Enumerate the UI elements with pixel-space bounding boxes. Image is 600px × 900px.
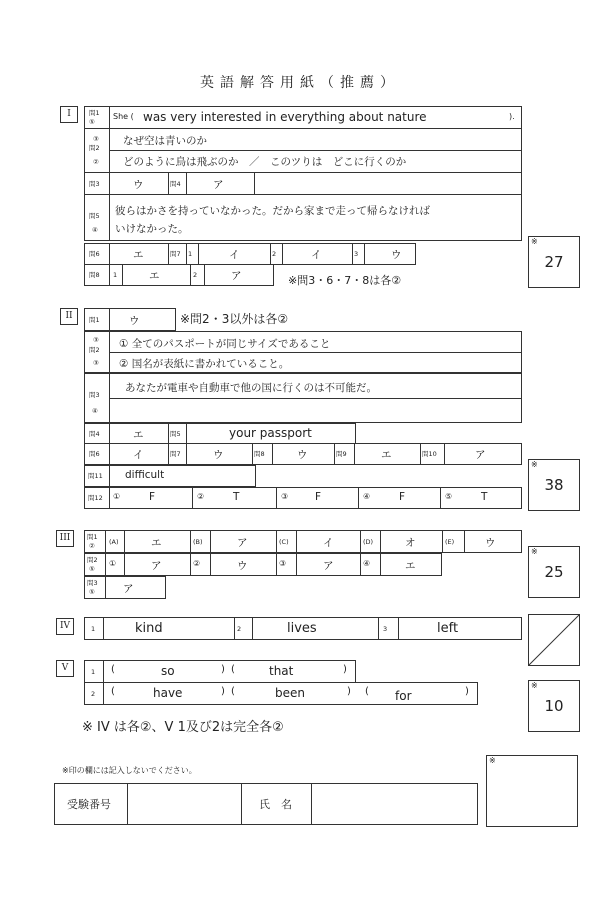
footer-id-table [54,783,478,825]
s1-q1-prefix: She ( [113,112,134,121]
s3-q2-key-4: ④ [363,559,371,568]
s2-q2-answer-2[interactable]: ② 国名が表紙に書かれていること。 [119,358,290,370]
s3-q2-key-1: ① [109,559,117,568]
s2-q12-num-1: ① [113,492,121,501]
s5-q1-num: 1 [91,668,96,676]
s3-q1-key-e: (E) [445,538,455,546]
s2-q2-answer-1[interactable]: ① 全てのパスポートが同じサイズであること [119,338,331,350]
s1-q4-label: 問4 [170,180,181,188]
section-5-label: V [56,660,74,677]
footer-instruction: ※印の欄には記入しないでください。 [62,766,197,775]
s2-q6-answer[interactable]: イ [133,449,144,461]
s5-score: 10 [544,697,564,715]
s5-q2-answer-3[interactable]: for [395,689,412,703]
s4-num-1: 1 [91,625,96,633]
s3-q1-key-a: (A) [109,538,119,546]
s5-q1-answer-1[interactable]: so [161,664,175,678]
s5-q2-answer-2[interactable]: been [275,686,305,700]
s2-q7-answer[interactable]: ウ [213,449,224,461]
s2-q1-answer[interactable]: ウ [129,315,140,327]
s1-q3-answer[interactable]: ウ [133,179,144,191]
s2-q2-points-1: ③ [93,336,99,344]
s1-q3-row [84,172,522,195]
s1-q1-points: ⑤ [89,118,95,126]
s3-q2-answer-4[interactable]: エ [405,560,416,572]
s3-q1-answer-b[interactable]: ア [237,537,248,549]
s1-q8-answer-1[interactable]: エ [149,270,160,282]
s1-q6-label: 問6 [89,250,100,258]
s2-q9-answer[interactable]: エ [381,449,392,461]
s2-q3-row [84,373,522,423]
s1-q5-answer-line-1[interactable]: 彼らはかさを持っていなかった。だから家まで走って帰らなければ [115,205,430,217]
s1-q1-answer[interactable]: was very interested in everything about nature [143,110,427,124]
s2-q2-row [84,331,522,373]
s2-q2-label: 問2 [89,346,100,354]
s2-q8-answer[interactable]: ウ [297,449,308,461]
s1-q6-q7-row [84,243,416,265]
s2-score-box [528,459,580,511]
s5-q2-answer-1[interactable]: have [153,686,183,700]
s5-score-box [528,680,580,732]
name-label: 氏 名 [259,798,292,811]
s2-q11-label: 問11 [88,472,103,480]
s3-q1-points: ② [89,542,95,550]
s3-q1-key-b: (B) [193,538,203,546]
s3-q1-key-c: (C) [279,538,289,546]
s1-q8-num-1: 1 [113,271,118,279]
s2-points-note: ※問2・3以外は各② [180,312,289,326]
exam-number-field[interactable] [129,786,239,822]
s2-q6-label: 問6 [89,450,100,458]
s2-q12-answer-2[interactable]: T [233,491,240,503]
s1-q7-answer-2[interactable]: イ [311,249,322,261]
s4-s5-points-note: ※ IV は各②、V 1及び2は完全各② [82,720,284,735]
section-2-label: II [60,308,78,325]
s2-q11-row [84,465,256,487]
s2-q12-answer-1[interactable]: F [149,491,156,503]
s2-q2-points-2: ③ [93,359,99,367]
diagonal-line-icon [529,615,579,665]
s1-points-note: ※問3・6・7・8は各② [288,274,402,287]
s3-q1-answer-d[interactable]: オ [405,537,416,549]
s4-score-box-crossed [528,614,580,666]
s3-q1-answer-a[interactable]: エ [151,537,162,549]
name-field[interactable] [313,786,473,822]
s2-q4-q5-row [84,423,356,445]
s1-q8-label: 問8 [89,271,100,279]
s1-q2-answer-2[interactable]: どのように鳥は飛ぶのか ／ このツりは どこに行くのか [123,156,407,168]
s3-score-mark: ※ [531,547,538,556]
s5-q1-open-2: ( [231,664,235,675]
s2-q12-num-3: ③ [281,492,289,501]
s4-answer-1[interactable]: kind [135,621,163,636]
s1-q2-points-1: ③ [93,135,99,143]
s2-q4-label: 問4 [89,430,100,438]
s3-q1-key-d: (D) [363,538,374,546]
s2-q3-label: 問3 [89,391,100,399]
s5-q1-open-1: ( [111,664,115,675]
s4-row [84,617,522,640]
s3-q2-key-3: ③ [279,559,287,568]
s3-score-box [528,546,580,598]
s3-q2-answer-2[interactable]: ウ [237,560,248,572]
s2-q6-q10-row [84,443,522,465]
s3-q2-key-2: ② [193,559,201,568]
s5-q1-answer-2[interactable]: that [269,664,294,678]
s3-q1-answer-e[interactable]: ウ [485,537,496,549]
s5-score-mark: ※ [531,681,538,690]
s1-score-box [528,236,580,288]
exam-number-label: 受験番号 [67,798,111,811]
s3-q3-points: ⑤ [89,588,95,596]
s1-q8-answer-2[interactable]: ア [231,270,242,282]
s1-q2-points-2: ② [93,158,99,166]
s1-q8-row [84,264,274,286]
s1-q7-answer-3[interactable]: ウ [391,249,402,261]
s2-score-mark: ※ [531,460,538,469]
s3-q2-answer-3[interactable]: ア [323,560,334,572]
s5-q1-close-2: ) [343,664,347,675]
s1-q1-row [84,106,522,129]
s1-q1-suffix: ). [509,112,515,121]
s1-q1-label: 問1 [89,109,100,117]
s1-q5-points: ④ [92,226,98,234]
s4-num-3: 3 [383,625,388,633]
total-score-mark: ※ [489,756,496,765]
s1-q7-answer-1[interactable]: イ [229,249,240,261]
s2-q12-num-4: ④ [363,492,371,501]
s3-score: 25 [544,563,564,581]
s1-q7-num-3: 3 [354,250,359,258]
s3-q3-row [84,576,166,599]
s5-q1-row [84,660,356,683]
total-score-box [486,755,578,827]
s2-q12-answer-3[interactable]: F [315,491,322,503]
s2-q5-answer[interactable]: your passport [229,426,312,440]
s5-q2-num: 2 [91,690,96,698]
s1-q2-label: 問2 [89,144,100,152]
s5-q2-row [84,682,478,705]
s1-score: 27 [544,253,564,271]
s3-q1-row [84,530,522,553]
page-title: 英語解答用紙（推薦） [200,75,400,91]
s1-score-mark: ※ [531,237,538,246]
s2-q3-answer[interactable]: あなたが電車や自動車で他の国に行くのは不可能だ。 [125,382,377,394]
s5-q2-open-2: ( [231,686,235,697]
s1-q3-label: 問3 [89,180,100,188]
s1-q7-num-2: 2 [272,250,277,258]
s2-q10-answer[interactable]: ア [475,449,486,461]
s4-num-2: 2 [237,625,242,633]
s3-q2-answer-1[interactable]: ア [151,560,162,572]
s2-q12-row [84,487,522,509]
s1-q4-answer[interactable]: ア [213,179,224,191]
s2-q8-label: 問8 [254,450,265,458]
section-3-label: III [56,530,74,547]
s2-q1-label: 問1 [89,316,100,324]
s3-q2-points: ⑤ [89,565,95,573]
s5-q2-close-3: ) [465,686,469,697]
s2-q1-row [84,308,176,331]
s1-q2-row [84,128,522,173]
s2-q12-answer-5[interactable]: T [481,491,488,503]
section-4-label: IV [56,618,74,635]
s4-answer-3[interactable]: left [437,621,459,636]
s2-q12-answer-4[interactable]: F [399,491,406,503]
s2-q12-num-2: ② [197,492,205,501]
s2-q12-label: 問12 [88,494,103,502]
s1-q6-answer[interactable]: エ [133,249,144,261]
s1-q2-answer-1[interactable]: なぜ空は青いのか [123,135,207,147]
s5-q2-open-1: ( [111,686,115,697]
s2-q5-label: 問5 [170,430,181,438]
s5-q2-open-3: ( [365,686,369,697]
s2-q3-points: ④ [92,407,98,415]
s2-q11-answer[interactable]: difficult [125,469,165,481]
s3-q2-row [84,553,442,576]
s1-q5-label: 問5 [89,212,100,220]
s1-q7-num-1: 1 [188,250,193,258]
section-1-label: I [60,106,78,123]
s3-q3-label: 問3 [87,579,98,587]
s1-q7-label: 問7 [170,250,181,258]
s3-q1-answer-c[interactable]: イ [323,537,334,549]
s3-q1-label: 問1 [87,533,98,541]
s2-q7-label: 問7 [170,450,181,458]
s1-q5-row [84,194,522,241]
s2-q9-label: 問9 [336,450,347,458]
s3-q2-label: 問2 [87,556,98,564]
s2-q12-num-5: ⑤ [445,492,453,501]
s1-q5-answer-line-2[interactable]: いけなかった。 [115,223,189,235]
s4-answer-2[interactable]: lives [287,621,317,636]
s1-q8-num-2: 2 [193,271,198,279]
s2-q10-label: 問10 [422,450,437,458]
s2-q4-answer[interactable]: エ [133,429,144,441]
s5-q2-close-1: ) [221,686,225,697]
s3-q3-answer[interactable]: ア [123,583,134,595]
s5-q1-close-1: ) [221,664,225,675]
s2-score: 38 [544,476,564,494]
s5-q2-close-2: ) [347,686,351,697]
